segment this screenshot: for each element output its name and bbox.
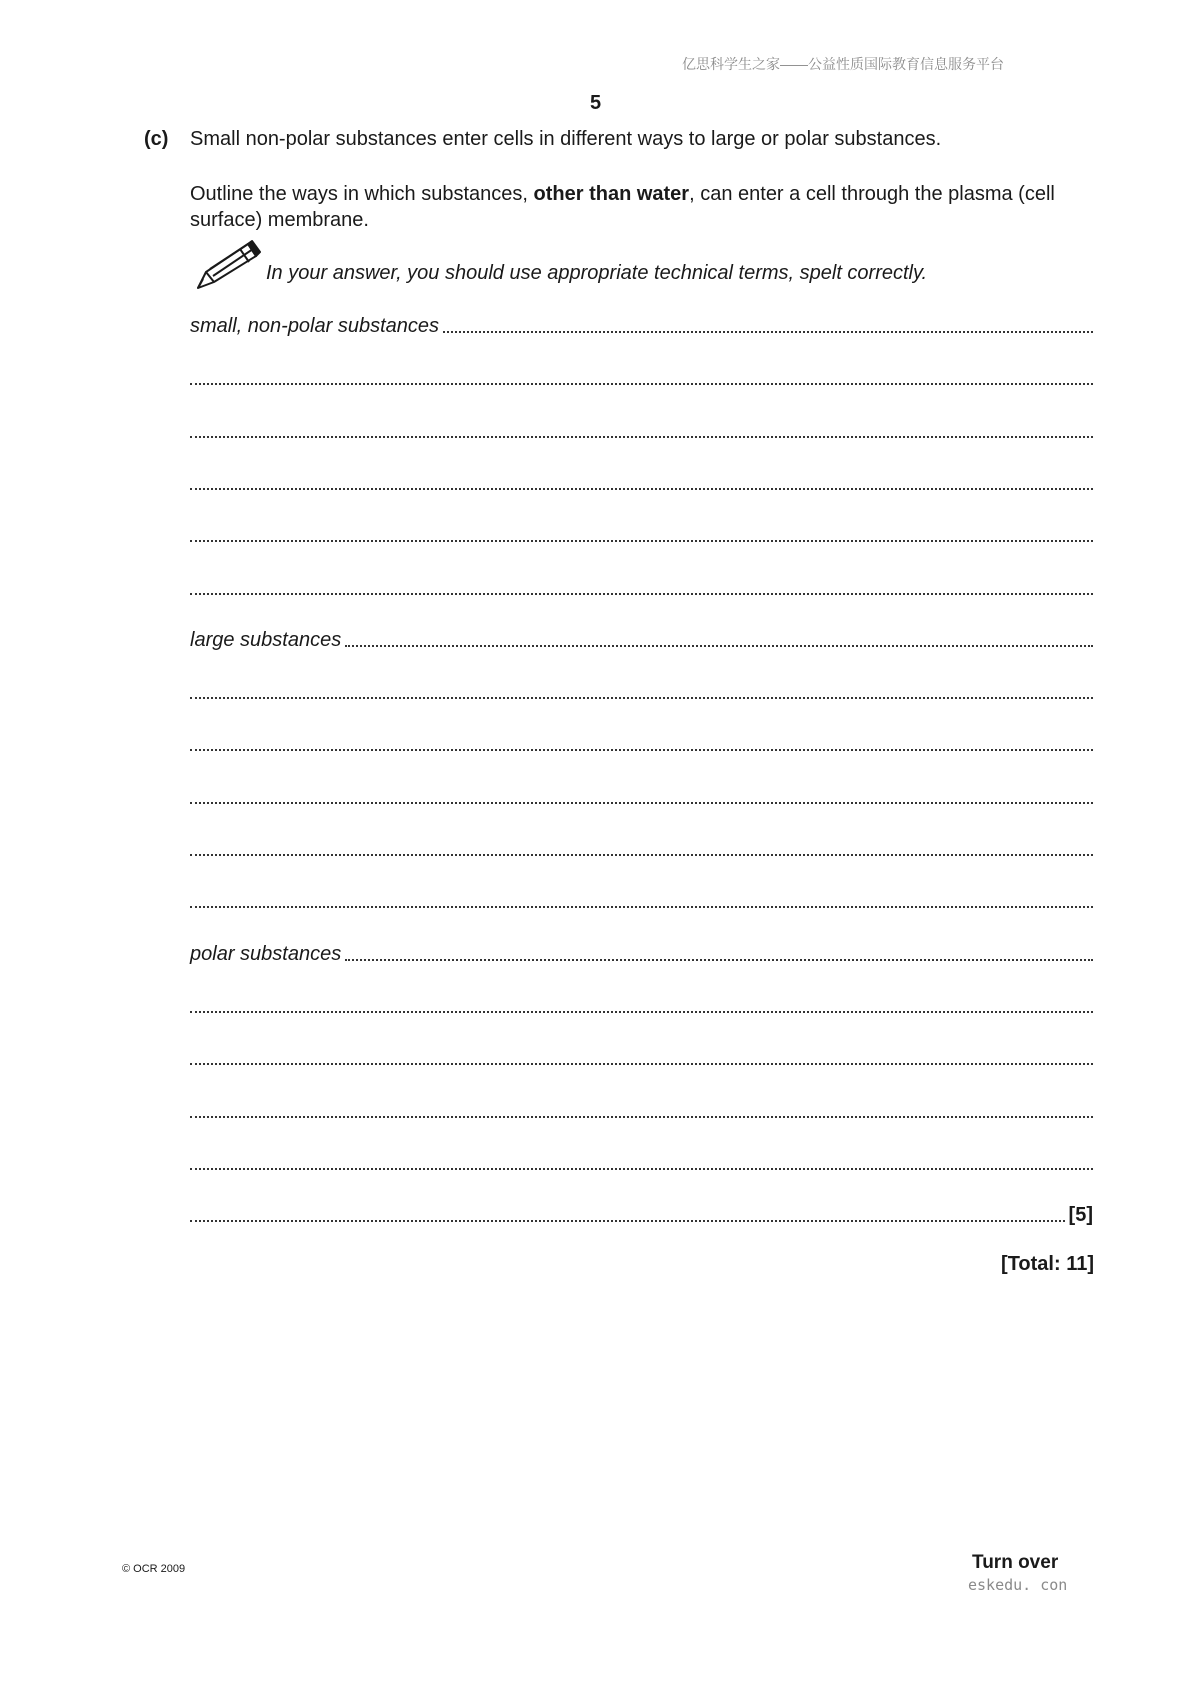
answer-line[interactable]: [190, 990, 1093, 1018]
dotted-answer-rule: [190, 1168, 1093, 1170]
dotted-answer-rule: [345, 645, 1093, 647]
footer-watermark: eskedu. con: [968, 1576, 1068, 1594]
answer-line[interactable]: [190, 519, 1093, 547]
question-para-post: , can enter a cell through the plasma (cell surface) membrane.: [190, 183, 1055, 231]
dotted-answer-rule: [190, 802, 1093, 804]
turn-over: Turn over: [972, 1552, 1059, 1573]
answer-line[interactable]: [190, 1199, 1093, 1227]
question-para-pre: Outline the ways in which substances,: [190, 183, 534, 205]
answer-line-label: polar substances: [190, 943, 345, 966]
dotted-answer-rule: [190, 540, 1093, 542]
answer-line[interactable]: [190, 676, 1093, 704]
pencil-icon: [192, 236, 264, 292]
dotted-answer-rule: [190, 488, 1093, 490]
total-marks: [Total: 11]: [1001, 1253, 1094, 1275]
answer-line[interactable]: [190, 938, 1093, 966]
copyright: © OCR 2009: [122, 1563, 186, 1575]
question-intro: Small non-polar substances enter cells in different ways to large or polar substances.: [190, 128, 942, 150]
answer-line[interactable]: [190, 728, 1093, 756]
dotted-answer-rule: [190, 697, 1093, 699]
answer-line[interactable]: [190, 1147, 1093, 1175]
dotted-answer-rule: [190, 906, 1093, 908]
answer-line[interactable]: [190, 781, 1093, 809]
dotted-answer-rule: [190, 854, 1093, 856]
answer-line-label: large substances: [190, 629, 345, 652]
question-para-bold: other than water: [533, 183, 690, 205]
answer-line[interactable]: [190, 624, 1093, 652]
dotted-answer-rule: [190, 1063, 1093, 1065]
dotted-answer-rule: [190, 593, 1093, 595]
answer-line[interactable]: [190, 833, 1093, 861]
dotted-answer-rule: [190, 1011, 1093, 1013]
answer-line[interactable]: [190, 310, 1093, 338]
instruction-text: In your answer, you should use appropriate technical terms, spelt correctly.: [266, 262, 928, 284]
answer-line[interactable]: [190, 1095, 1093, 1123]
dotted-answer-rule: [443, 331, 1093, 333]
answer-line[interactable]: [190, 1042, 1093, 1070]
answer-line[interactable]: [190, 467, 1093, 495]
answer-line[interactable]: [190, 415, 1093, 443]
dotted-answer-rule: [345, 959, 1093, 961]
answer-line[interactable]: [190, 885, 1093, 913]
dotted-answer-rule: [190, 383, 1093, 385]
answer-line-label: small, non-polar substances: [190, 315, 443, 338]
question-part-label: (c): [144, 128, 169, 150]
mark-allocation: [5]: [1068, 1204, 1093, 1226]
dotted-answer-rule: [190, 1220, 1065, 1222]
question-paragraph: [190, 181, 1100, 233]
answer-line[interactable]: [190, 362, 1093, 390]
answer-line[interactable]: [190, 572, 1093, 600]
dotted-answer-rule: [190, 436, 1093, 438]
dotted-answer-rule: [190, 749, 1093, 751]
dotted-answer-rule: [190, 1116, 1093, 1118]
header-watermark: 亿思科学生之家——公益性质国际教育信息服务平台: [682, 56, 1004, 72]
page-number: 5: [589, 92, 602, 114]
